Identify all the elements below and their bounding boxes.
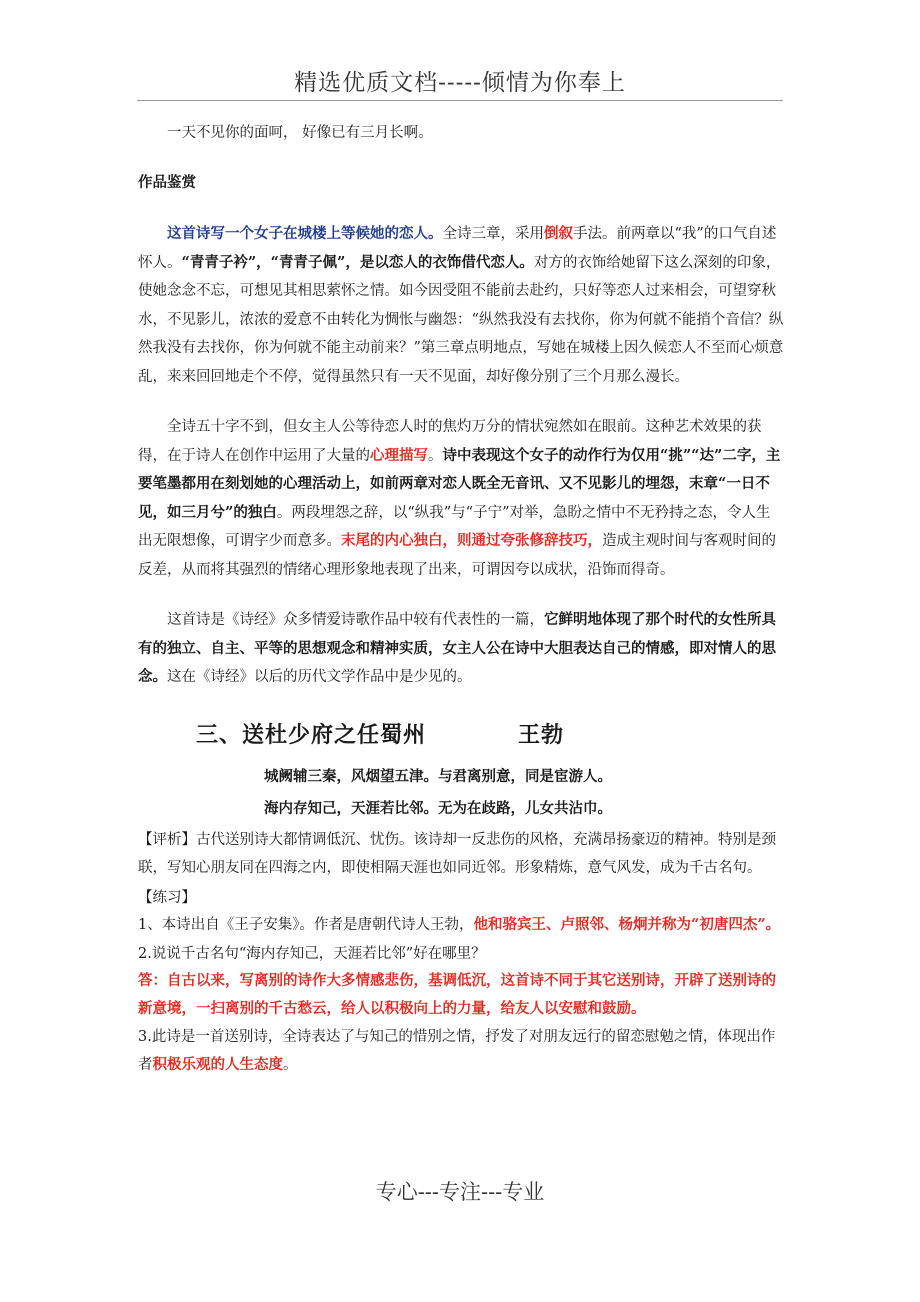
p2-red-1: 心理描写 [370,446,428,464]
p2-text-2: 。 [428,447,443,464]
q3-answer: 积极乐观的人生态度 [152,1055,283,1073]
section-author: 王勃 [518,721,565,748]
section-title [138,722,784,748]
page-header: 精选优质文档-----倾情为你奉上 [294,70,626,96]
q3-text: 3.此诗是一首送别诗，全诗表达了与知己的惜别之情，抒发了对朋友远行的留恋慰勉之情，体现出作者 [138,1028,776,1073]
p1-text-1: 全诗三章，采用 [442,226,544,242]
appreciation-heading: 作品鉴赏 [138,174,196,191]
q1-text: 1、本诗出自《王子安集》。作者是唐朝代诗人王勃， [138,916,474,933]
header-divider [137,100,783,101]
p2-text-4: 造成主观时间与客观时间的反差，从而将其强烈的情绪心理形象地表现了出来，可谓因夸以成状，沿饰而得奇。 [138,533,776,578]
p1-text-3: 对方的衣饰给她留下这么深刻的印象，使她念念不忘，可想见其相思萦怀之情。如今因受阻不能前去赴约，只好等恋人过来相会，可望穿秋水，不见影儿，浓浓的爱意不由转化为惆怅与幽怨：“纵然我没有去找你，你为何就不能捎个音信？纵然我没有去找你，你为何就不能主动前来？”第三章点明地点，写她在城楼上因久候恋人不至而心烦意乱，来来回回地走个不停，觉得虽然只有一天不见面，却好像分别了三个月那么漫长。 [138,254,784,385]
document-body [138,112,784,1079]
appreciation-paragraph-1 [138,220,784,391]
verse-line-1: 城阙辅三秦，风烟望五津。与君离别意，同是宦游人。 [264,767,612,785]
verse-line-2: 海内存知己，天涯若比邻。无为在歧路，儿女共沾巾。 [264,799,612,817]
p3-bold-1: 它鲜明地体现了那个时代的女性所具有的独立、自主、平等的思想观念和精神实质，女主人公在诗中大胆表达自己的情感，即对情人的思念。 [138,611,776,685]
p1-red-1: 倒叙 [544,225,573,242]
practice-label: 【练习】 [138,889,196,906]
page-footer: 专心---专注---专业 [375,1180,545,1204]
question-1 [138,911,784,939]
appreciation-paragraph-2 [138,413,784,584]
p1-highlight: 这首诗写一个女子在城楼上等候她的恋人。 [167,225,443,242]
p2-red-2: 末尾的内心独白，则通过夸张修辞技巧， [341,532,602,549]
q1-answer: 他和骆宾王、卢照邻、杨炯并称为“初唐四杰”。 [473,915,781,933]
p2-text-1: 全诗五十字不到，但女主人公等待恋人时的焦灼万分的情状宛然如在眼前。这种艺术效果的获得，在于诗人在创作中运用了大量的 [138,419,762,464]
question-3 [138,1023,784,1079]
review-paragraph: 【评析】古代送别诗大都情调低沉、忧伤。该诗却一反悲伤的风格，充满昂扬豪迈的精神。特别是颈联，写知心朋友同在四海之内，即使相隔天涯也如同近邻。形象精炼，意气风发，成为千古名句。 [138,831,776,876]
appreciation-paragraph-3 [138,606,784,692]
p3-text-1: 这首诗是《诗经》众多情爱诗歌作品中较有代表性的一篇， [167,612,544,628]
q3-end: 。 [283,1056,298,1073]
p1-bold-1: “青青子衿”，“青青子佩”，是以恋人的衣饰借代恋人。 [181,253,534,271]
p3-text-2: 这在《诗经》以后的历代文学作品中是少见的。 [167,669,472,685]
p2-text-3: 。两段埋怨之辞，以“纵我”与“子宁”对举，急盼之情中不无矜持之态，令人生出无限想像，可谓字少而意多。 [138,504,771,549]
question-2-answer: 答：自古以来，写离别的诗作大多情感悲伤，基调低沉，这首诗不同于其它送别诗，开辟了送别诗的新意境，一扫离别的千古愁云，给人以积极向上的力量，给友人以安慰和鼓励。 [138,971,776,1017]
question-2: 2.说说千古名句“海内存知己，天涯若比邻”好在哪里？ [138,945,486,962]
p1-text-2: 手法。前两章以“我”的口气自述怀人。 [138,226,777,271]
section-title-text: 三、送杜少府之任蜀州 [196,721,427,748]
p2-bold-1: 诗中表现这个女子的动作行为仅用“挑”“达”二字，主要笔墨都用在刻划她的心理活动上，如前两章对恋人既全无音讯、又不见影儿的埋怨，末章“一日不见，如三月兮”的独白 [138,446,781,521]
intro-line: 一天不见你的面呵， 好像已有三月长啊。 [167,125,433,141]
